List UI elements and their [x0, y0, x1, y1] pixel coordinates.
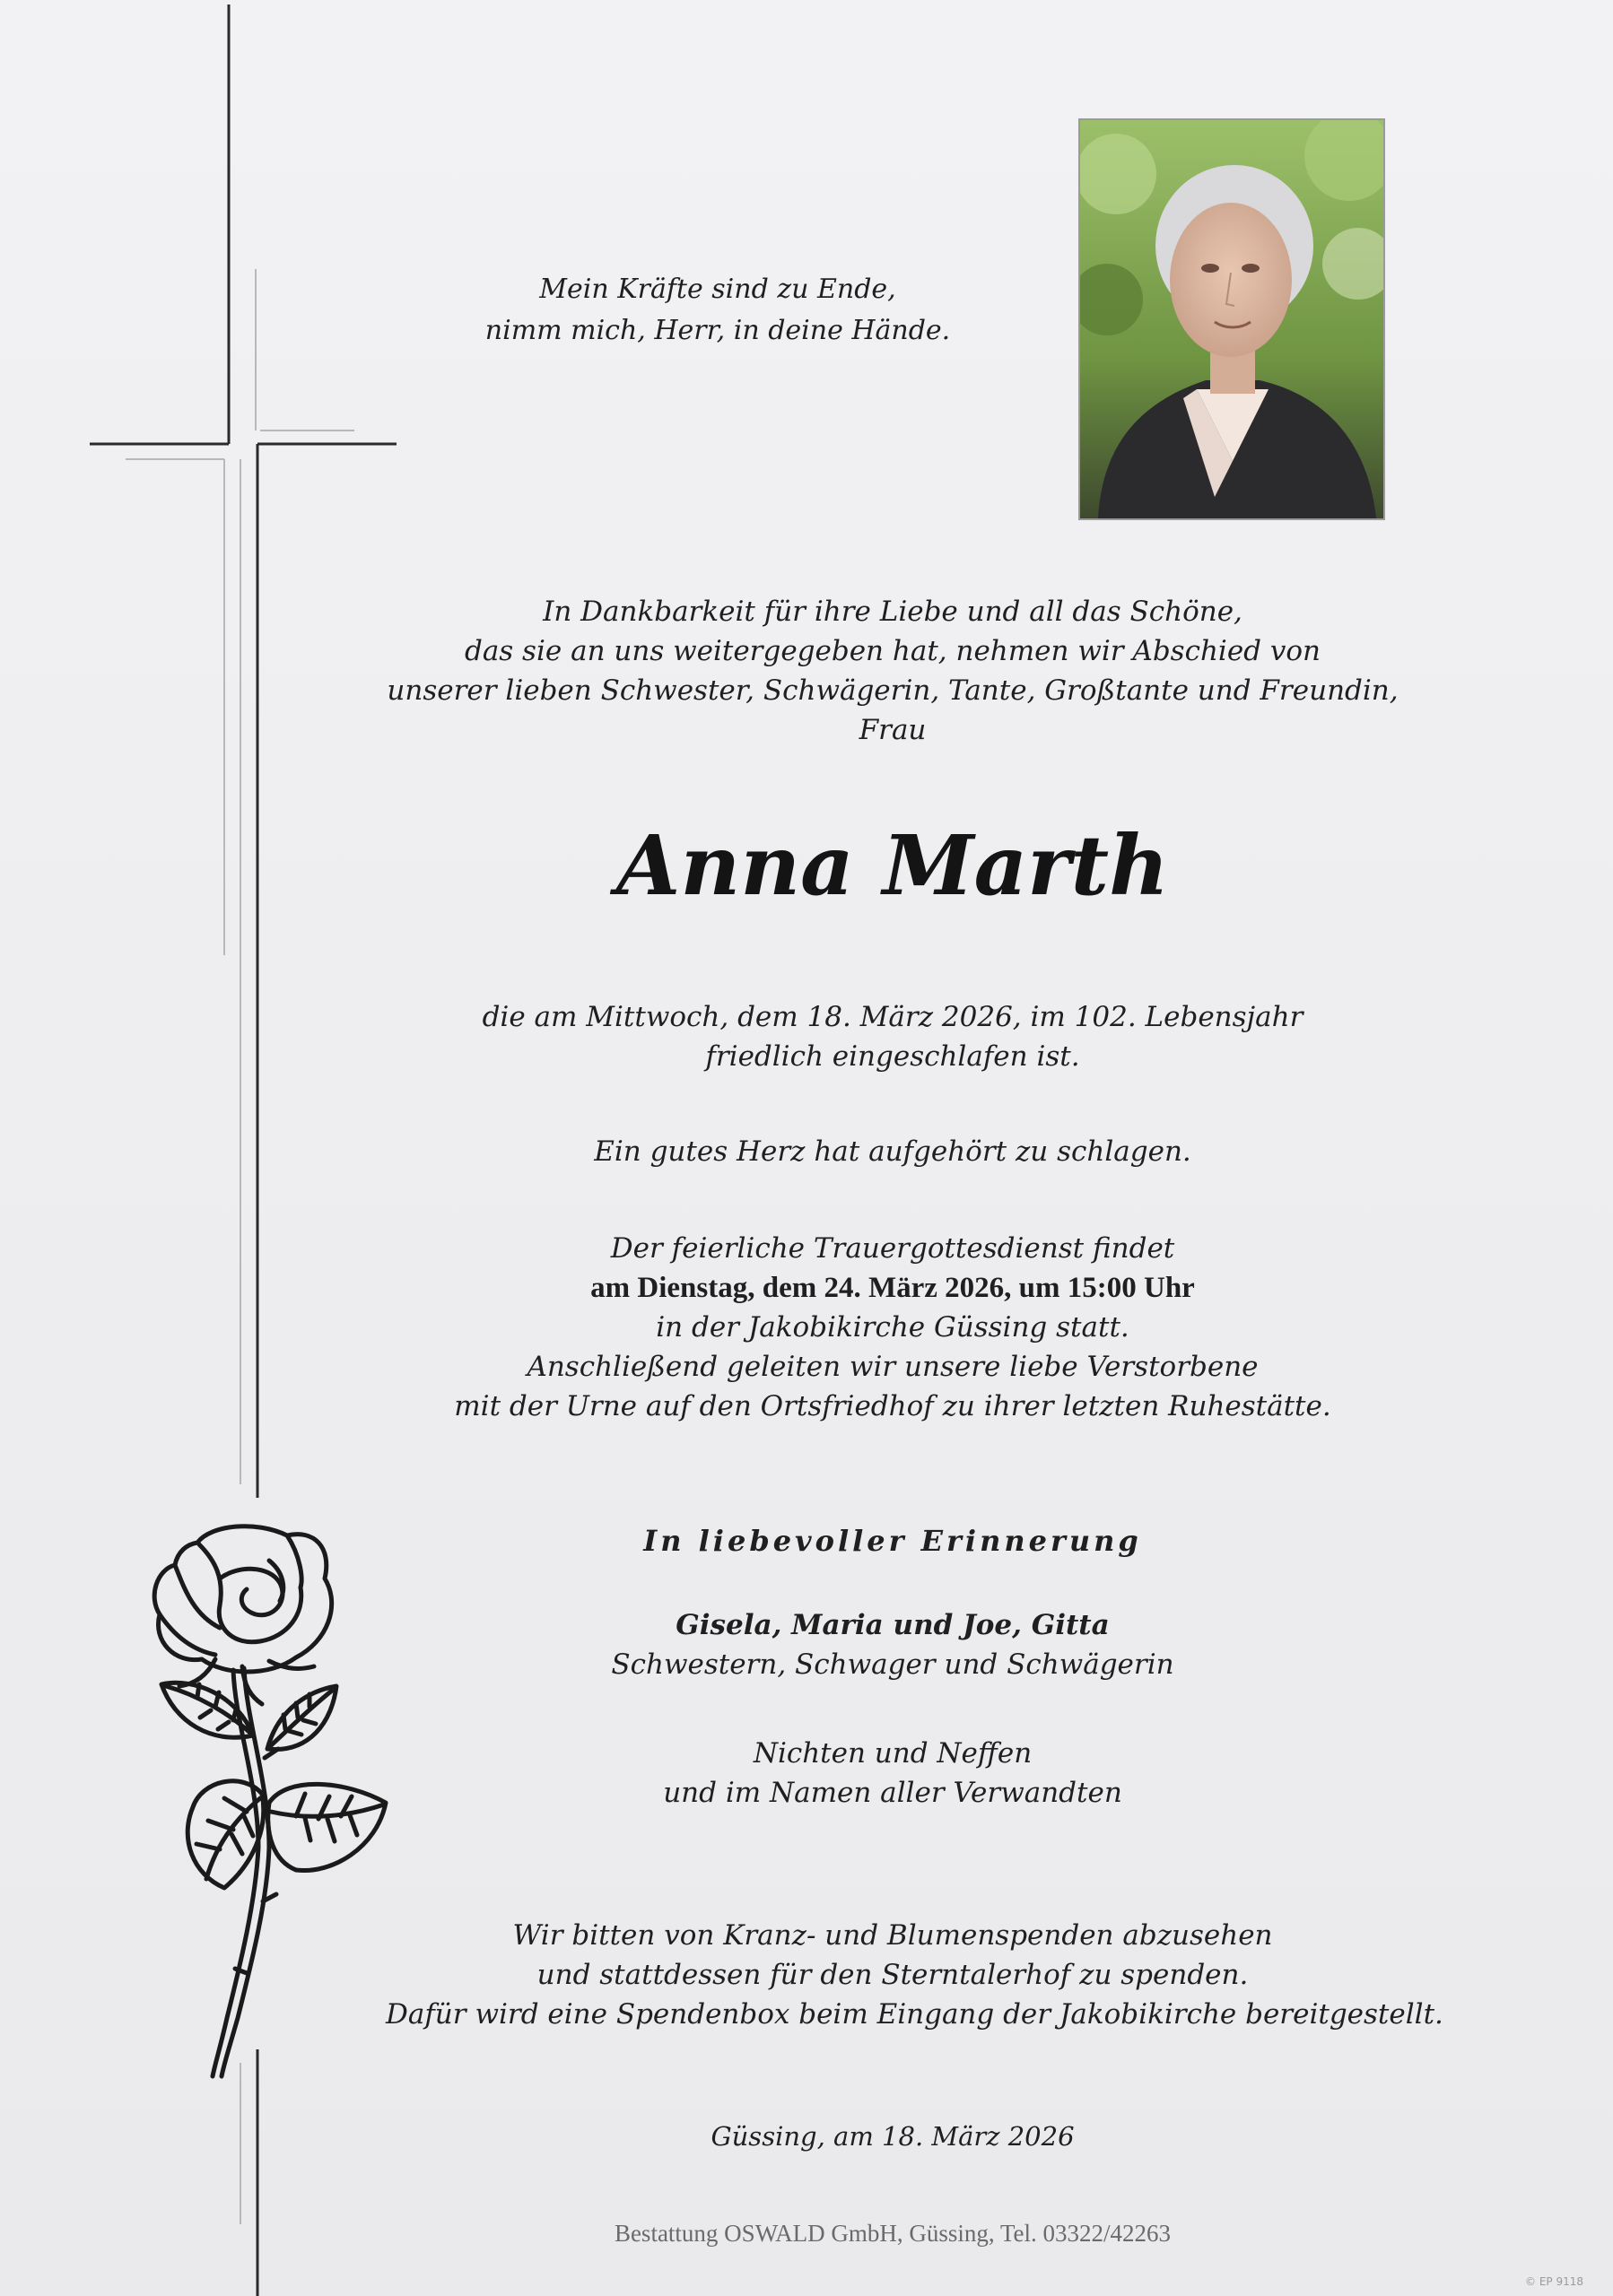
- intro-line: In Dankbarkeit für ihre Liebe und all das Schöne,: [543, 596, 1242, 628]
- service-line: Der feierliche Trauergottesdienst findet: [610, 1232, 1175, 1265]
- death-notice: [386, 997, 1399, 1076]
- family-mourners: [386, 1605, 1399, 1684]
- relatives: [386, 1734, 1399, 1813]
- portrait-photo: [1078, 118, 1385, 520]
- relatives-line: und im Namen aller Verwandten: [663, 1777, 1122, 1809]
- service-line: Anschließend geleiten wir unsere liebe Verstorbene: [527, 1351, 1259, 1383]
- portrait-image: [1080, 120, 1383, 518]
- intro-line: unserer lieben Schwester, Schwägerin, Tante, Großtante und Freundin,: [387, 674, 1399, 707]
- service-date-time: am Dienstag, dem 24. März 2026, um 15:00 Uhr: [590, 1272, 1195, 1304]
- relatives-line: Nichten und Neffen: [753, 1737, 1033, 1770]
- intro-paragraph: [386, 592, 1399, 750]
- service-details: [386, 1229, 1399, 1426]
- service-line: mit der Urne auf den Ortsfriedhof zu ihrer letzten Ruhestätte.: [454, 1390, 1331, 1422]
- memory-heading: In liebevoller Erinnerung: [643, 1524, 1142, 1558]
- motto-line: Mein Kräfte sind zu Ende,: [539, 274, 896, 305]
- deceased-name: Anna Marth: [615, 817, 1170, 914]
- motto-line: nimm mich, Herr, in deine Hände.: [484, 315, 951, 346]
- intro-line: das sie an uns weitergegeben hat, nehmen wir Abschied von: [464, 635, 1321, 667]
- donation-request: [386, 1916, 1443, 2034]
- heart-line: Ein gutes Herz hat aufgehört zu schlagen.: [594, 1135, 1191, 1168]
- donation-line: Dafür wird eine Spendenbox beim Eingang der Jakobikirche bereitgestellt.: [386, 1998, 1443, 2031]
- undertaker-info: Bestattung OSWALD GmbH, Güssing, Tel. 03322/42263: [614, 2220, 1172, 2247]
- service-line: in der Jakobikirche Güssing statt.: [656, 1311, 1129, 1344]
- intro-line: Frau: [859, 714, 927, 746]
- family-names: Gisela, Maria und Joe, Gitta: [676, 1609, 1110, 1641]
- donation-line: und stattdessen für den Sterntalerhof zu spenden.: [536, 1959, 1249, 1991]
- form-code: © EP 9118: [1525, 2275, 1583, 2288]
- death-notice-line: die am Mittwoch, dem 18. März 2026, im 102. Lebensjahr: [482, 1001, 1303, 1033]
- motto-verse: [395, 269, 1041, 352]
- family-relation: Schwestern, Schwager und Schwägerin: [611, 1648, 1174, 1681]
- donation-line: Wir bitten von Kranz- und Blumenspenden abzusehen: [512, 1919, 1273, 1952]
- place-date: Güssing, am 18. März 2026: [711, 2121, 1075, 2152]
- death-notice-line: friedlich eingeschlafen ist.: [705, 1040, 1080, 1073]
